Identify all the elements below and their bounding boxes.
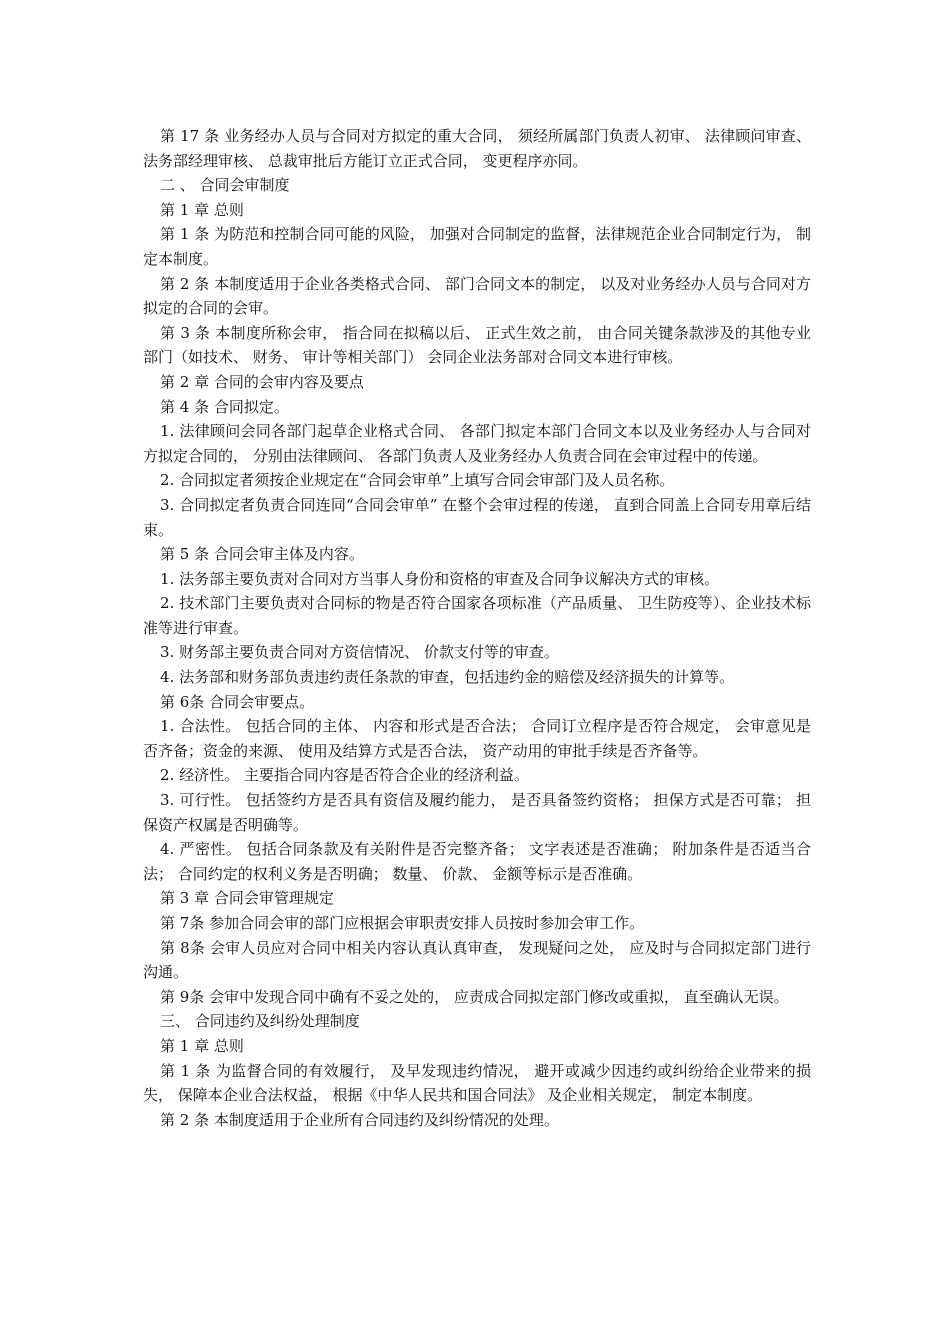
- list-item: 3. 合同拟定者负责合同连同“合同会审单” 在整个会审过程的传递， 直到合同盖上合同专用章后结束。: [143, 495, 811, 539]
- paragraph: 第 2 条 本制度适用于企业所有合同违约及纠纷情况的处理。: [160, 1110, 559, 1129]
- list-item: 1. 合法性。 包括合同的主体、 内容和形式是否合法； 合同订立程序是否符合规定， 会审意见是否齐备；资金的来源、 使用及结算方式是否合法， 资产动用的审批手续是否齐备等。: [143, 717, 811, 760]
- chapter-heading: 第 3 章 合同会审管理规定: [160, 889, 334, 908]
- list-item: 2. 经济性。 主要指合同内容是否符合企业的经济利益。: [160, 766, 529, 785]
- paragraph: 第 8条 会审人员应对合同中相关内容认真认真审查， 发现疑问之处， 应及时与合同拟定部门进行沟通。: [143, 938, 811, 982]
- chapter-heading: 第 2 章 合同的会审内容及要点: [160, 372, 364, 391]
- list-item: 4. 严密性。 包括合同条款及有关附件是否完整齐备； 文字表述是否准确； 附加条件是否适当合法； 合同约定的权利义务是否明确； 数量、 价款、 金额等标示是否准确。: [143, 840, 811, 883]
- list-item: 3. 财务部主要负责合同对方资信情况、 价款支付等的审查。: [160, 643, 559, 662]
- paragraph: 第 9条 会审中发现合同中确有不妥之处的， 应责成合同拟定部门修改或重拟， 直至确认无误。: [160, 987, 789, 1006]
- list-item: 2. 技术部门主要负责对合同标的物是否符合国家各项标准（产品质量、 卫生防疫等）、企业技术标准等进行审查。: [143, 594, 811, 637]
- paragraph: 第 3 条 本制度所称会审， 指合同在拟稿以后、 正式生效之前， 由合同关键条款涉及的其他专业部门（如技术、 财务、 审计等相关部门） 会同企业法务部对合同文本进行审核。: [143, 323, 811, 367]
- paragraph: 第 1 条 为监督合同的有效履行， 及早发现违约情况， 避开或减少因违约或纠纷给企业带来的损失， 保障本企业合法权益， 根据《中华人民共和国合同法》 及企业相关规定， 制定本制度。: [143, 1061, 811, 1105]
- paragraph: 第 7条 参加合同会审的部门应根据会审职责安排人员按时参加会审工作。: [160, 914, 645, 932]
- paragraph: 第 1 条 为防范和控制合同可能的风险， 加强对合同制定的监督，法律规范企业合同制定行为， 制定本制度。: [143, 225, 811, 268]
- list-item: 1. 法务部主要负责对合同对方当事人身份和资格的审查及合同争议解决方式的审核。: [160, 569, 720, 588]
- section-heading-2: 二 、 合同会审制度: [160, 176, 290, 195]
- paragraph: 第 6条 合同会审要点。: [160, 692, 315, 711]
- paragraph: 第 4 条 合同拟定。: [160, 397, 289, 416]
- paragraph-article-17: 第 17 条 业务经办人员与合同对方拟定的重大合同， 须经所属部门负责人初审、 法律顾问审查、 法务部经理审核、 总裁审批后方能订立正式合同， 变更程序亦同。: [143, 127, 811, 170]
- chapter-heading: 第 1 章 总则: [160, 1036, 244, 1055]
- list-item: 2. 合同拟定者须按企业规定在“合同会审单”上填写合同会审部门及人员名称。: [160, 471, 675, 490]
- document-page: [143, 124, 811, 1132]
- list-item: 4. 法务部和财务部负责违约责任条款的审查，包括违约金的赔偿及经济损失的计算等。: [160, 668, 735, 687]
- paragraph: 第 2 条 本制度适用于企业各类格式合同、 部门合同文本的制定， 以及对业务经办人员与合同对方拟定的合同的会审。: [143, 274, 811, 318]
- list-item: 1. 法律顾问会同各部门起草企业格式合同、 各部门拟定本部门合同文本以及业务经办人与合同对方拟定合同的， 分别由法律顾问、 各部门负责人及业务经办人负责合同在会审过程中的传递。: [143, 422, 811, 465]
- section-heading-3: 三、 合同违约及纠纷处理制度: [160, 1012, 360, 1031]
- list-item: 3. 可行性。 包括签约方是否具有资信及履约能力， 是否具备签约资格； 担保方式是否可靠； 担保资产权属是否明确等。: [143, 791, 811, 834]
- paragraph: 第 5 条 合同会审主体及内容。: [160, 545, 364, 564]
- chapter-heading: 第 1 章 总则: [160, 200, 244, 219]
